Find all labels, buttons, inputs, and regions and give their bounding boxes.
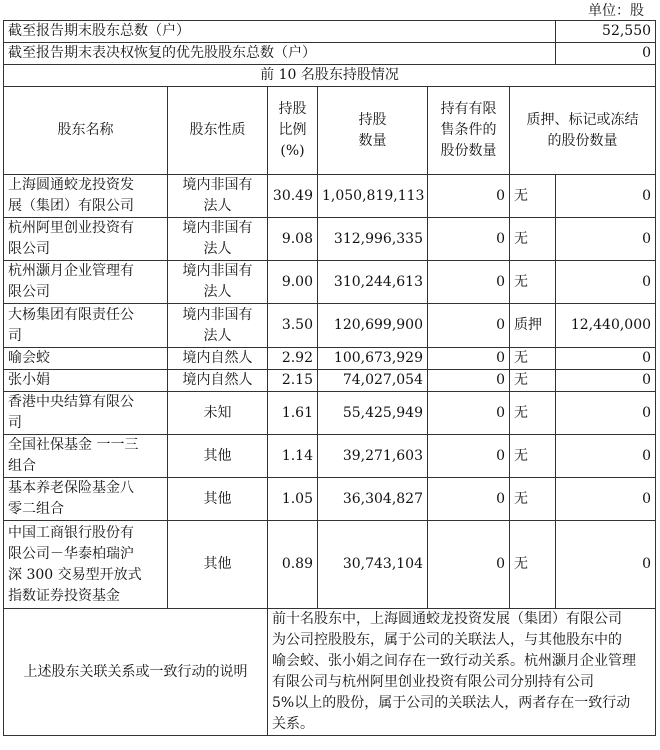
holding-ratio: 30.49 (268, 175, 318, 218)
holder-name: 香港中央结算有限公 司 (4, 392, 168, 435)
restricted-shares: 0 (428, 261, 510, 304)
table-row (4, 175, 656, 218)
pledge-amount: 0 (556, 175, 656, 218)
pledge-amount: 0 (556, 435, 656, 478)
pledge-status: 无 (510, 175, 556, 218)
pledge-amount: 0 (556, 218, 656, 261)
header-row (4, 87, 656, 175)
table-row (4, 218, 656, 261)
summary-row-total (4, 21, 656, 43)
pledge-status: 无 (510, 348, 556, 370)
holder-nature: 未知 (168, 392, 268, 435)
summary-preferred-value: 0 (556, 43, 656, 65)
pledge-amount: 0 (556, 521, 656, 609)
pledge-amount: 12,440,000 (556, 304, 656, 348)
table-row (4, 261, 656, 304)
restricted-shares: 0 (428, 392, 510, 435)
holding-ratio: 1.61 (268, 392, 318, 435)
holder-nature: 其他 (168, 435, 268, 478)
header-shares: 持股 数量 (318, 87, 428, 175)
pledge-status: 无 (510, 521, 556, 609)
restricted-shares: 0 (428, 521, 510, 609)
holding-ratio: 9.00 (268, 261, 318, 304)
table-row (4, 521, 656, 609)
holder-nature: 境内非国有 法人 (168, 218, 268, 261)
holder-name: 张小娟 (4, 370, 168, 392)
restricted-shares: 0 (428, 218, 510, 261)
holding-shares: 1,050,819,113 (318, 175, 428, 218)
header-restricted: 持有有限 售条件的 股份数量 (428, 87, 510, 175)
header-ratio: 持股 比例 (%) (268, 87, 318, 175)
restricted-shares: 0 (428, 304, 510, 348)
restricted-shares: 0 (428, 370, 510, 392)
holder-name: 中国工商银行股份有 限公司－华泰柏瑞沪 深 300 交易型开放式 指数证券投资基金 (4, 521, 168, 609)
holding-ratio: 1.14 (268, 435, 318, 478)
table-row (4, 392, 656, 435)
pledge-amount: 0 (556, 370, 656, 392)
holder-nature: 境内非国有 法人 (168, 175, 268, 218)
holding-shares: 312,996,335 (318, 218, 428, 261)
holding-ratio: 2.92 (268, 348, 318, 370)
holding-shares: 120,699,900 (318, 304, 428, 348)
table-row (4, 478, 656, 521)
table-row (4, 370, 656, 392)
holding-ratio: 2.15 (268, 370, 318, 392)
holder-nature: 其他 (168, 521, 268, 609)
holder-nature: 其他 (168, 478, 268, 521)
header-pledge: 质押、标记或冻结 的股份数量 (510, 87, 656, 175)
holder-nature: 境内自然人 (168, 348, 268, 370)
summary-total-label: 截至报告期末股东总数（户） (4, 21, 556, 43)
pledge-status: 无 (510, 370, 556, 392)
holding-ratio: 1.05 (268, 478, 318, 521)
table-row (4, 348, 656, 370)
holding-shares: 39,271,603 (318, 435, 428, 478)
pledge-status: 质押 (510, 304, 556, 348)
holder-name: 杭州灏月企业管理有 限公司 (4, 261, 168, 304)
holding-shares: 30,743,104 (318, 521, 428, 609)
relation-label: 上述股东关联关系或一致行动的说明 (4, 609, 268, 736)
pledge-status: 无 (510, 218, 556, 261)
pledge-status: 无 (510, 261, 556, 304)
holding-shares: 100,673,929 (318, 348, 428, 370)
summary-row-preferred (4, 43, 656, 65)
holder-nature: 境内自然人 (168, 370, 268, 392)
pledge-amount: 0 (556, 478, 656, 521)
shareholder-table (3, 20, 656, 736)
holding-ratio: 9.08 (268, 218, 318, 261)
holder-nature: 境内非国有 法人 (168, 304, 268, 348)
pledge-amount: 0 (556, 261, 656, 304)
holding-shares: 74,027,054 (318, 370, 428, 392)
pledge-status: 无 (510, 435, 556, 478)
holding-shares: 55,425,949 (318, 392, 428, 435)
relation-row (4, 609, 656, 736)
holding-shares: 310,244,613 (318, 261, 428, 304)
holder-name: 大杨集团有限责任公 司 (4, 304, 168, 348)
table-row (4, 304, 656, 348)
holder-nature: 境内非国有 法人 (168, 261, 268, 304)
holder-name: 喻会蛟 (4, 348, 168, 370)
summary-total-value: 52,550 (556, 21, 656, 43)
holder-name: 上海圆通蛟龙投资发 展（集团）有限公司 (4, 175, 168, 218)
holding-ratio: 0.89 (268, 521, 318, 609)
section-title-row (4, 65, 656, 87)
pledge-amount: 0 (556, 392, 656, 435)
restricted-shares: 0 (428, 435, 510, 478)
unit-label: 单位：股 (588, 3, 644, 19)
restricted-shares: 0 (428, 175, 510, 218)
restricted-shares: 0 (428, 348, 510, 370)
holder-name: 杭州阿里创业投资有 限公司 (4, 218, 168, 261)
holding-shares: 36,304,827 (318, 478, 428, 521)
holder-name: 基本养老保险基金八 零二组合 (4, 478, 168, 521)
restricted-shares: 0 (428, 478, 510, 521)
header-nature: 股东性质 (168, 87, 268, 175)
pledge-status: 无 (510, 478, 556, 521)
relation-description: 前十名股东中，上海圆通蛟龙投资发展（集团）有限公司 为公司控股股东，属于公司的关联法人，与其他股东中的 喻会蛟、张小娟之间存在一致行动关系。杭州灏月企业管理 有限公司与杭州阿里创业投资有限公司分别持有公司 5%以上的股份，属于公司的关联法人，两者存在一致行动 关系。 (268, 609, 656, 736)
summary-preferred-label: 截至报告期末表决权恢复的优先股股东总数（户） (4, 43, 556, 65)
table-row (4, 435, 656, 478)
pledge-status: 无 (510, 392, 556, 435)
section-title: 前 10 名股东持股情况 (4, 65, 656, 87)
holding-ratio: 3.50 (268, 304, 318, 348)
holder-name: 全国社保基金 一一三 组合 (4, 435, 168, 478)
pledge-amount: 0 (556, 348, 656, 370)
header-name: 股东名称 (4, 87, 168, 175)
